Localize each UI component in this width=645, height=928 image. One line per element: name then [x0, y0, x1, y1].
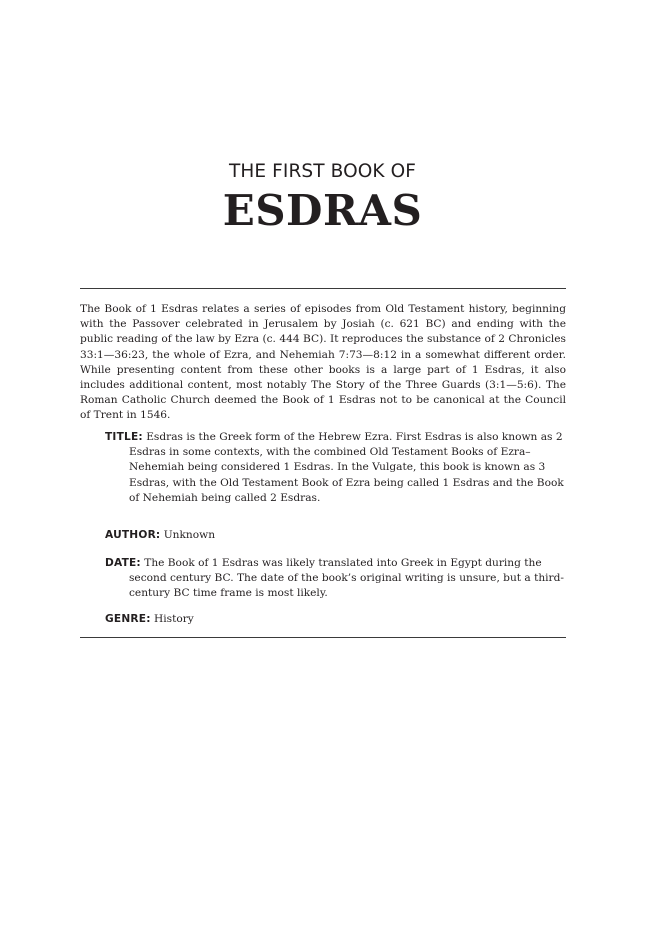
book-title: ESDRAS: [222, 186, 423, 235]
date-entry: [105, 556, 569, 602]
bottom-divider: [80, 637, 566, 638]
top-divider: [80, 288, 566, 289]
author-label: AUTHOR:: [105, 529, 161, 541]
title-entry: [105, 430, 569, 506]
date-label: DATE:: [105, 557, 141, 569]
author-text: Unknown: [163, 529, 216, 541]
intro-paragraph: The Book of 1 Esdras relates a series of episodes from Old Testament history, beginning with the Passover celebrated in Jerusalem by Josiah (c. 621 BC) and ending with the public reading of the law by Ezra (c. 444 BC). It reproduces the substance of 2 Chronicles 33:1—36:23, the whole of Ezra, and Nehemiah 7:73—8:12 in a somewhat different order. While presenting content from these other books is a large part of 1 Esdras, it also includes additional content, most notably The Story of the Three Guards (3:1—5:6). The Roman Catholic Church deemed the Book of 1 Esdras not to be canonical at the Council of Trent in 1546.: [80, 303, 566, 422]
genre-entry: [105, 612, 569, 627]
genre-label: GENRE:: [105, 613, 151, 625]
title-block: [0, 160, 645, 236]
author-entry: [105, 528, 569, 543]
date-text: The Book of 1 Esdras was likely translated into Greek in Egypt during the second century BC. The date of the book’s original writing is unsure, but a third-century BC time frame is most likely.: [129, 557, 564, 600]
book-subtitle: THE FIRST BOOK OF: [228, 161, 417, 182]
genre-text: History: [154, 613, 194, 625]
title-text: Esdras is the Greek form of the Hebrew Ezra. First Esdras is also known as 2 Esdras in some contexts, with the combined Old Testament Books of Ezra–Nehemiah being considered 1 Esdras. In the Vulgate, this book is known as 3 Esdras, with the Old Testament Book of Ezra being called 1 Esdras and the Book of Nehemiah being called 2 Esdras.: [129, 431, 564, 504]
title-label: TITLE:: [105, 431, 143, 443]
